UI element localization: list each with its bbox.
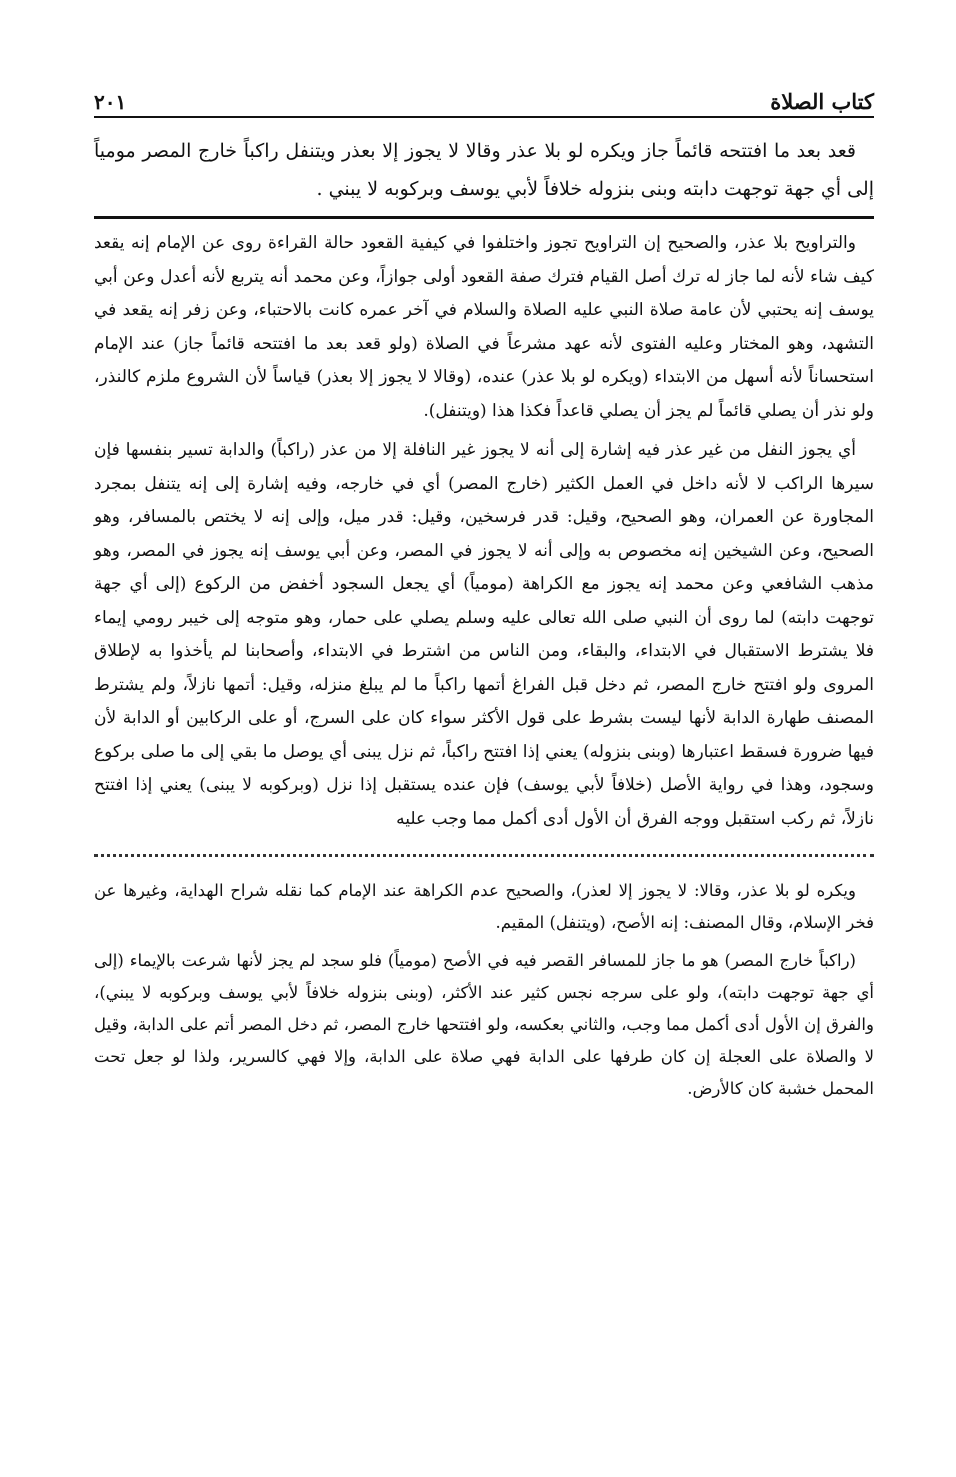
book-page <box>94 86 874 1446</box>
dotted-divider <box>94 854 874 857</box>
book-title: كتاب الصلاة <box>770 89 874 114</box>
page-number: ٢٠١ <box>94 90 127 114</box>
main-text <box>94 132 874 208</box>
running-header <box>94 86 874 118</box>
main-text-paragraph: قعد بعد ما افتتحه قائماً جاز ويكره لو بلا عذر وقالا لا يجوز إلا بعذر ويتنفل راكباً خارج المصر مومياً إلى أي جهة توجهت دابته وبنى بنزوله خلافاً لأبي يوسف وبركوبه لا يبني . <box>94 140 874 200</box>
footnote-commentary <box>94 875 874 1105</box>
footnote-paragraph-1: ويكره لو بلا عذر، وقالا: لا يجوز إلا لعذر)، والصحيح عدم الكراهة عند الإمام كما نقله شراح الهداية، وغيرها عن فخر الإسلام، وقال المصنف: إنه الأصح، (ويتنفل) المقيم. <box>94 881 874 932</box>
commentary <box>94 227 874 836</box>
section-divider <box>94 216 874 219</box>
commentary-paragraph-1: والتراويح بلا عذر، والصحيح إن التراويح تجوز واختلفوا في كيفية القعود حالة القراءة روى عن الإمام إنه يقعد كيف شاء لأنه لما جاز له ترك أصل القيام فترك صفة القعود أولى جوازاً، وعن محمد أنه يتربع لأنه أعدل وعن أبي يوسف إنه يحتبي لأن عامة صلاة النبي عليه الصلاة والسلام في آخر عمره كانت بالاحتباء، وعن زفر إنه يقعد في التشهد، وهو المختار وعليه الفتوى لأنه عهد مشرعاً في الصلاة (ولو قعد بعد ما افتتحه قائماً جاز) عند الإمام استحساناً لأنه أسهل من الابتداء (ويكره لو بلا عذر) عنده، (وقالا لا يجوز إلا بعذر) قياساً لأن الشروع ملزم كالنذر، ولو نذر أن يصلي قائماً لم يجز أن يصلي قاعداً فكذا هذا (ويتنفل). <box>94 233 874 421</box>
footnote-paragraph-2: (راكباً خارج المصر) هو ما جاز للمسافر القصر فيه في الأصح (مومياً) فلو سجد لم يجز لأنها شرعت بالإيماء (إلى أي جهة توجهت دابته)، ولو على سرجه نجس كثير عند الأكثر، (وبنى بنزوله خلافاً لأبي يوسف وبركوبه لا يبني)، والفرق إن الأول أدى أكمل مما وجب، والثاني بعكسه، ولو افتتحها خارج المصر، ثم دخل المصر أتم على الدابة، وقيل لا والصلاة على العجلة إن كان طرفها على الدابة فهي صلاة على الدابة، وإلا فهي كالسرير، ولذا لو جعل تحت المحمل خشبة كان كالأرض. <box>94 951 874 1098</box>
commentary-paragraph-2: أي يجوز النفل من غير عذر فيه إشارة إلى أنه لا يجوز غير النافلة إلا من عذر (راكباً) والدابة تسير بنفسها فإن سيرها الراكب لا لأنه داخل في العمل الكثير (خارج المصر) أي في خارجه، وفيه إشارة إلى إنه يتنفل بمجرد المجاورة عن العمران، وهو الصحيح، وقيل: قدر فرسخين، وقيل: قدر ميل، وإلى إنه لا يختص بالمسافر، وهو الصحيح، وعن الشيخين إنه مخصوص به وإلى أنه لا يجوز في المصر، وعن أبي يوسف إنه يجوز في المصر، وهو مذهب الشافعي وعن محمد إنه يجوز مع الكراهة (مومياً) أي يجعل السجود أخفض من الركوع (إلى أي جهة توجهت دابته) لما روى أن النبي صلى الله تعالى عليه وسلم يصلي على حمار، وهو متوجه إلى خيبر رومي إيماء فلا يشترط الاستقبال في الابتداء، والبقاء، ومن الناس من اشترط في الابتداء، وأصحابنا لم يأخذوا به لإطلاق المروى ولو افتتح خارج المصر، ثم دخل قبل الفراغ أتمها راكباً ما لم يبلغ منزله، وقيل: أتمها نازلاً، ولم يشترط المصنف طهارة الدابة لأنها ليست بشرط على قول الأكثر سواء كان على السرج، أو على الركابين أو الدابة لأن فيها ضرورة فسقط اعتبارها (وبنى بنزوله) يعني إذا افتتح راكباً، ثم نزل يبنى أي يوصل ما بقي إلى ما صلى بركوع وسجود، وهذا في رواية الأصل (خلافاً لأبي يوسف) فإن عنده يستقبل إذا نزل (وبركوبه لا يبنى) يعني إذا افتتح نازلاً، ثم ركب استقبل ووجه الفرق أن الأول أدى أكمل مما وجب عليه <box>94 440 874 829</box>
